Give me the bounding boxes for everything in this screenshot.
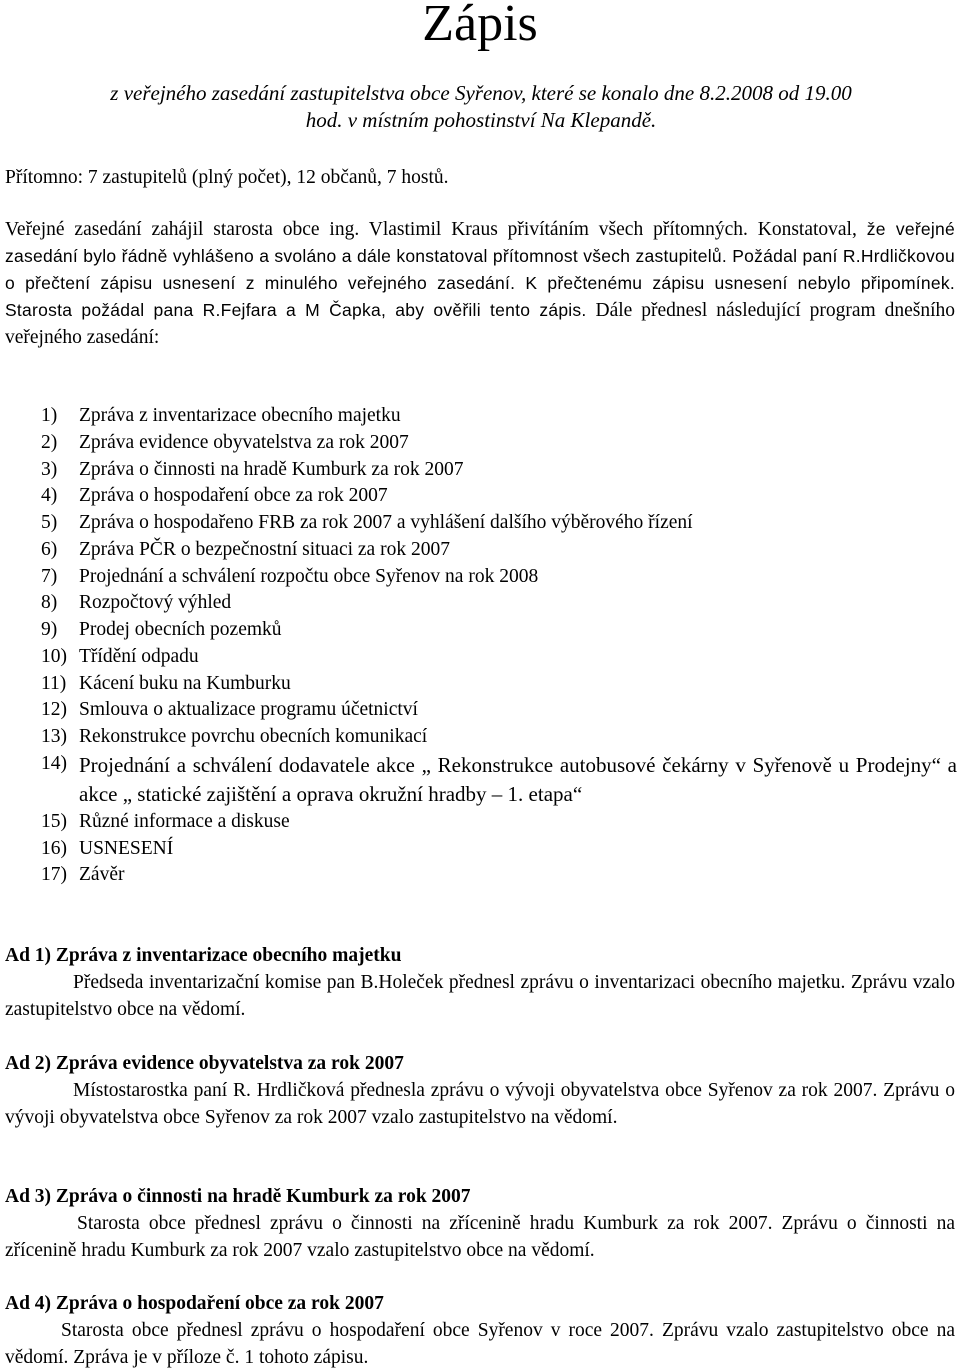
section-ad-3 [5, 1183, 955, 1264]
agenda-item-number: 7) [41, 565, 58, 587]
agenda-item [41, 724, 957, 751]
agenda-item-number: 12) [41, 699, 67, 721]
agenda-item [41, 430, 957, 457]
intro-part-2: že veřejné zasedání bylo řádně vyhlášeno a svoláno a dále konstatoval přítomnost všech zastupitelů. Požádal paní R.Hrdličkovou o přečtení zápisu usnesení z minulého veřejného zasedání. K přečtenému zápisu usnesení nebylo připomínek. Starosta požádal pana R.Fejfara a M Čapka, aby ověřili tento zápis. [5, 219, 955, 320]
attendance-line: Přítomno: 7 zastupitelů (plný počet), 12 občanů, 7 hostů. [5, 167, 449, 188]
section-ad-2 [5, 1050, 955, 1131]
agenda-item-number: 13) [41, 726, 67, 747]
agenda-item [41, 644, 957, 671]
intro-part-3: Dále přednesl následující program dnešního veřejného zasedání: [5, 300, 955, 348]
agenda-item-number: 17) [41, 864, 67, 886]
agenda-item-text: Závěr [79, 864, 125, 886]
agenda-item-text: Projednání a schválení rozpočtu obce Syřenov na rok 2008 [79, 565, 539, 587]
agenda-item-text: Zpráva PČR o bezpečnostní situaci za rok 2007 [79, 538, 450, 560]
agenda-item-text: Smlouva o aktualizace programu účetnictví [79, 699, 418, 721]
agenda-item-text: Kácení buku na Kumburku [79, 672, 291, 694]
section-body: Starosta obce přednesl zprávu o činnosti na zřícenině hradu Kumburk za rok 2007. Zprávu o činnosti na zřícenině hradu Kumburk za rok 2007 vzalo zastupitelstvo obce na vědomí. [5, 1213, 955, 1261]
agenda-item-text: Zpráva o hospodařeno FRB za rok 2007 a vyhlášení dalšího výběrového řízení [79, 512, 693, 533]
agenda-item [41, 697, 957, 724]
agenda-item [41, 751, 957, 809]
agenda-item-number: 5) [41, 512, 58, 533]
agenda-item [41, 483, 957, 510]
agenda-item-number: 16) [41, 837, 67, 859]
agenda-item [41, 564, 957, 591]
section-body: Místostarostka paní R. Hrdličková přednesla zprávu o vývoji obyvatelstva obce Syřenov za rok 2007. Zprávu o vývoji obyvatelstva obce Syřenov za rok 2007 vzalo zastupitelstvo na vědomí. [5, 1080, 955, 1128]
agenda-item-text: Zpráva o hospodaření obce za rok 2007 [79, 485, 388, 507]
section-body: Starosta obce přednesl zprávu o hospodaření obce Syřenov v roce 2007. Zprávu vzalo zastupitelstvo obce na vědomí. Zpráva je v příloze č. 1 tohoto zápisu. [5, 1320, 955, 1368]
agenda-item-text: Rozpočtový výhled [79, 592, 232, 614]
agenda-item-text: Různé informace a diskuse [79, 810, 290, 832]
section-heading: Ad 3) Zpráva o činnosti na hradě Kumburk za rok 2007 [5, 1186, 471, 1207]
subtitle-line-1: z veřejného zasedání zastupitelstva obce Syřenov, které se konalo dne 8.2.2008 od 19.00 [110, 81, 852, 105]
agenda-item-text: Zpráva evidence obyvatelstva za rok 2007 [79, 431, 409, 453]
agenda-item [41, 617, 957, 644]
agenda-item-number: 9) [41, 619, 58, 640]
intro-paragraph [5, 216, 955, 351]
agenda-item [41, 809, 957, 836]
section-heading: Ad 4) Zpráva o hospodaření obce za rok 2007 [5, 1293, 384, 1314]
section-ad-4 [5, 1290, 955, 1371]
agenda-item-text: Zpráva z inventarizace obecního majetku [79, 405, 401, 426]
agenda-item [41, 862, 957, 889]
agenda-item-number: 8) [41, 592, 58, 614]
agenda-item [41, 590, 957, 617]
agenda-item [41, 457, 957, 484]
agenda-item [41, 510, 957, 537]
agenda-item-number: 3) [41, 458, 58, 480]
agenda-item [41, 403, 957, 430]
agenda-item-number: 6) [41, 538, 58, 560]
agenda-item [41, 671, 957, 698]
agenda-item-number: 10) [41, 645, 67, 667]
agenda-list [41, 403, 957, 889]
section-heading: Ad 2) Zpráva evidence obyvatelstva za rok 2007 [5, 1053, 404, 1074]
agenda-item-text: Rekonstrukce povrchu obecních komunikací [79, 726, 428, 747]
agenda-item-text: USNESENÍ [79, 837, 174, 859]
section-body: Předseda inventarizační komise pan B.Holeček přednesl zprávu o inventarizaci obecního majetku. Zprávu vzalo zastupitelstvo obce na vědomí. [5, 972, 955, 1020]
agenda-item [41, 836, 957, 863]
agenda-item-number: 4) [41, 485, 58, 507]
intro-part-1: Veřejné zasedání zahájil starosta obce ing. Vlastimil Kraus přivítáním všech přítomných. Konstatoval, [5, 219, 857, 240]
agenda-item-number: 11) [41, 672, 67, 694]
document-title: Zápis [422, 0, 538, 52]
agenda-item-text: Zpráva o činnosti na hradě Kumburk za rok 2007 [79, 458, 464, 480]
section-heading: Ad 1) Zpráva z inventarizace obecního majetku [5, 945, 402, 966]
agenda-item-number: 15) [41, 810, 67, 832]
agenda-item-number: 14) [41, 752, 67, 774]
subtitle-line-2: hod. v místním pohostinství Na Klepandě. [305, 108, 657, 132]
agenda-item-text: Třídění odpadu [79, 645, 199, 667]
agenda-item-number: 2) [41, 431, 58, 453]
section-ad-1 [5, 942, 955, 1023]
agenda-item-number: 1) [41, 405, 58, 426]
agenda-item-text: Prodej obecních pozemků [79, 619, 282, 640]
document-subtitle [22, 80, 940, 134]
agenda-item [41, 537, 957, 564]
agenda-item-text: Projednání a schválení dodavatele akce „ Rekonstrukce autobusové čekárny v Syřenově u Prodejny“ a akce „ statické zajištění a oprava okružní hradby – 1. etapa“ [79, 752, 957, 806]
